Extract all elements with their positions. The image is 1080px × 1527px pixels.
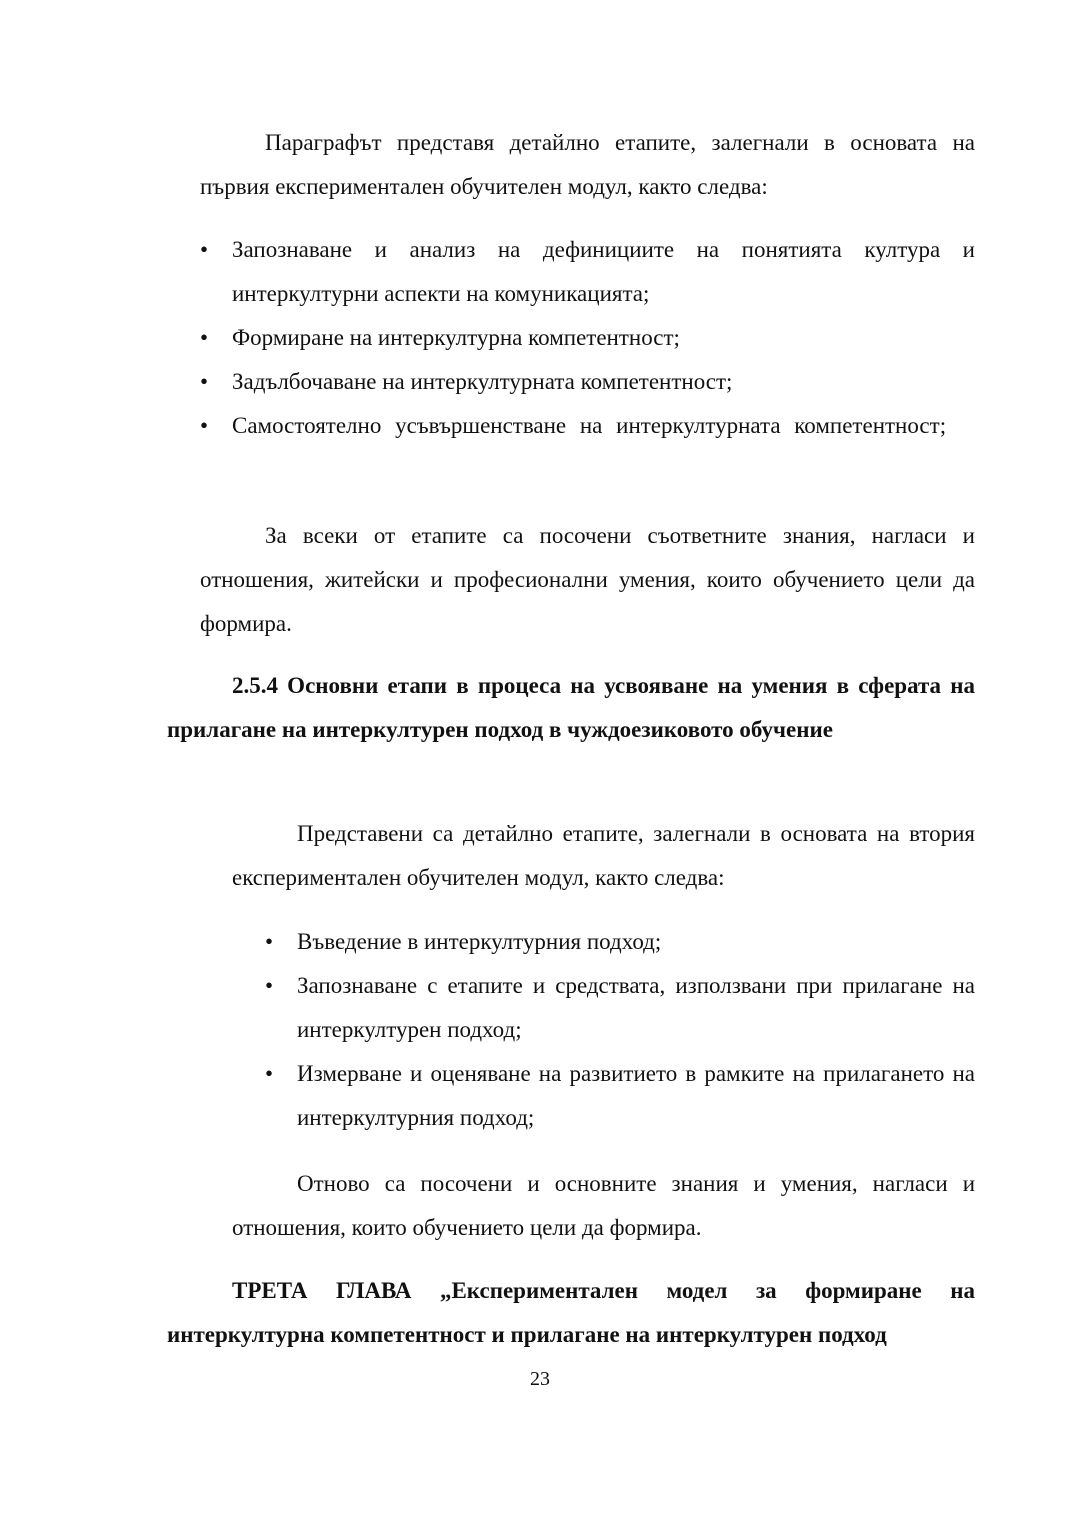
list-item-text: Запознаване и анализ на дефинициите на понятията култура и интеркултурни аспекти на комуникацията; <box>232 237 975 306</box>
bullet-icon: • <box>200 237 209 262</box>
list-item <box>200 404 975 448</box>
stages-list-1 <box>200 228 975 448</box>
summary-paragraph: Отново са посочени и основните знания и умения, нагласи и отношения, които обучението цели да формира. <box>232 1171 975 1240</box>
bullet-icon: • <box>200 325 209 350</box>
bullet-icon: • <box>200 369 209 394</box>
section-heading: 2.5.4 Основни етапи в процеса на усвояване на умения в сферата на прилагане на интеркултурен подход в чуждоезиковото обучение <box>167 673 975 742</box>
page-number: 23 <box>530 1368 550 1390</box>
bullet-icon: • <box>265 1061 274 1086</box>
intro-paragraph: Параграфът представя детайлно етапите, залегнали в основата на първия експериментален обучителен модул, както следва: <box>200 130 975 199</box>
list-item <box>265 964 975 1052</box>
bullet-icon: • <box>200 413 209 438</box>
list-item <box>265 1052 975 1140</box>
chapter-heading: ТРЕТА ГЛАВА „Експериментален модел за формиране на интеркултурна компетентност и прилагане на интеркултурен подход <box>167 1278 975 1347</box>
knowledge-paragraph: За всеки от етапите са посочени съответните знания, нагласи и отношения, житейски и професионални умения, които обучението цели да формира. <box>200 523 975 636</box>
list-item-text: Измерване и оценяване на развитието в рамките на прилагането на интеркултурния подход; <box>297 1061 975 1130</box>
second-module-paragraph: Представени са детайлно етапите, залегнали в основата на втория експериментален обучителен модул, както следва: <box>232 821 975 890</box>
bullet-icon: • <box>265 929 274 954</box>
list-item-text: Задълбочаване на интеркултурната компетентност; <box>232 369 733 394</box>
stages-list-2 <box>265 920 975 1140</box>
list-item <box>200 228 975 316</box>
list-item-text: Формиране на интеркултурна компетентност; <box>232 325 680 350</box>
list-item-text: Въведение в интеркултурния подход; <box>297 929 662 954</box>
list-item <box>200 316 975 360</box>
list-item <box>265 920 975 964</box>
list-item-text: Запознаване с етапите и средствата, използвани при прилагане на интеркултурен подход; <box>297 973 975 1042</box>
bullet-icon: • <box>265 973 274 998</box>
list-item <box>200 360 975 404</box>
list-item-text: Самостоятелно усъвършенстване на интеркултурната компетентност; <box>232 413 947 438</box>
